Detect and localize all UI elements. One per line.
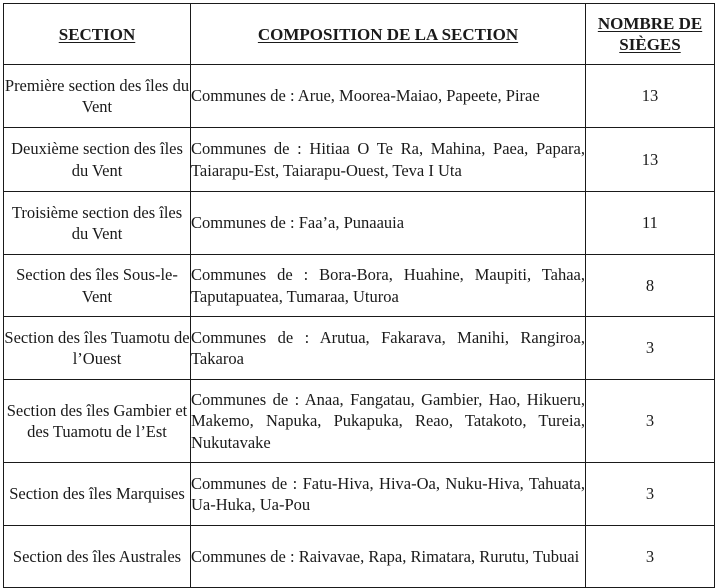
header-seats: NOMBRE DE SIÈGES <box>586 4 715 65</box>
section-name: Section des îles Australes <box>4 526 191 588</box>
section-composition: Communes de : Anaa, Fangatau, Gambier, Hao, Hikueru, Makemo, Napuka, Pukapuka, Reao, Tatakoto, Tureia, Nukutavake <box>191 380 586 463</box>
table-row <box>4 380 715 463</box>
section-name: Deuxième section des îles du Vent <box>4 128 191 192</box>
table-row <box>4 192 715 255</box>
section-composition: Communes de : Bora-Bora, Huahine, Maupiti, Tahaa, Taputapuatea, Tumaraa, Uturoa <box>191 255 586 317</box>
seat-count: 8 <box>586 255 715 317</box>
section-name: Section des îles Gambier et des Tuamotu de l’Est <box>4 380 191 463</box>
table-row <box>4 526 715 588</box>
section-composition: Communes de : Hitiaa O Te Ra, Mahina, Paea, Papara, Taiarapu-Est, Taiarapu-Ouest, Teva I Uta <box>191 128 586 192</box>
seat-count: 3 <box>586 317 715 380</box>
seat-count: 13 <box>586 128 715 192</box>
section-name: Section des îles Sous-le-Vent <box>4 255 191 317</box>
section-composition: Communes de : Fatu-Hiva, Hiva-Oa, Nuku-Hiva, Tahuata, Ua-Huka, Ua-Pou <box>191 463 586 526</box>
table-row <box>4 317 715 380</box>
header-composition: COMPOSITION DE LA SECTION <box>191 4 586 65</box>
seat-count: 13 <box>586 65 715 128</box>
section-name: Section des îles Marquises <box>4 463 191 526</box>
table-row <box>4 128 715 192</box>
seat-count: 11 <box>586 192 715 255</box>
seat-count: 3 <box>586 463 715 526</box>
section-name: Troisième section des îles du Vent <box>4 192 191 255</box>
header-section: SECTION <box>4 4 191 65</box>
section-composition: Communes de : Arue, Moorea-Maiao, Papeete, Pirae <box>191 65 586 128</box>
seat-count: 3 <box>586 526 715 588</box>
section-name: Section des îles Tuamotu de l’Ouest <box>4 317 191 380</box>
header-row <box>4 4 715 65</box>
section-composition: Communes de : Arutua, Fakarava, Manihi, Rangiroa, Takaroa <box>191 317 586 380</box>
table-row <box>4 255 715 317</box>
table-row <box>4 65 715 128</box>
table-row <box>4 463 715 526</box>
section-composition: Communes de : Raivavae, Rapa, Rimatara, Rurutu, Tubuai <box>191 526 586 588</box>
seat-count: 3 <box>586 380 715 463</box>
section-composition: Communes de : Faa’a, Punaauia <box>191 192 586 255</box>
section-name: Première section des îles du Vent <box>4 65 191 128</box>
seat-distribution-table <box>3 3 715 588</box>
